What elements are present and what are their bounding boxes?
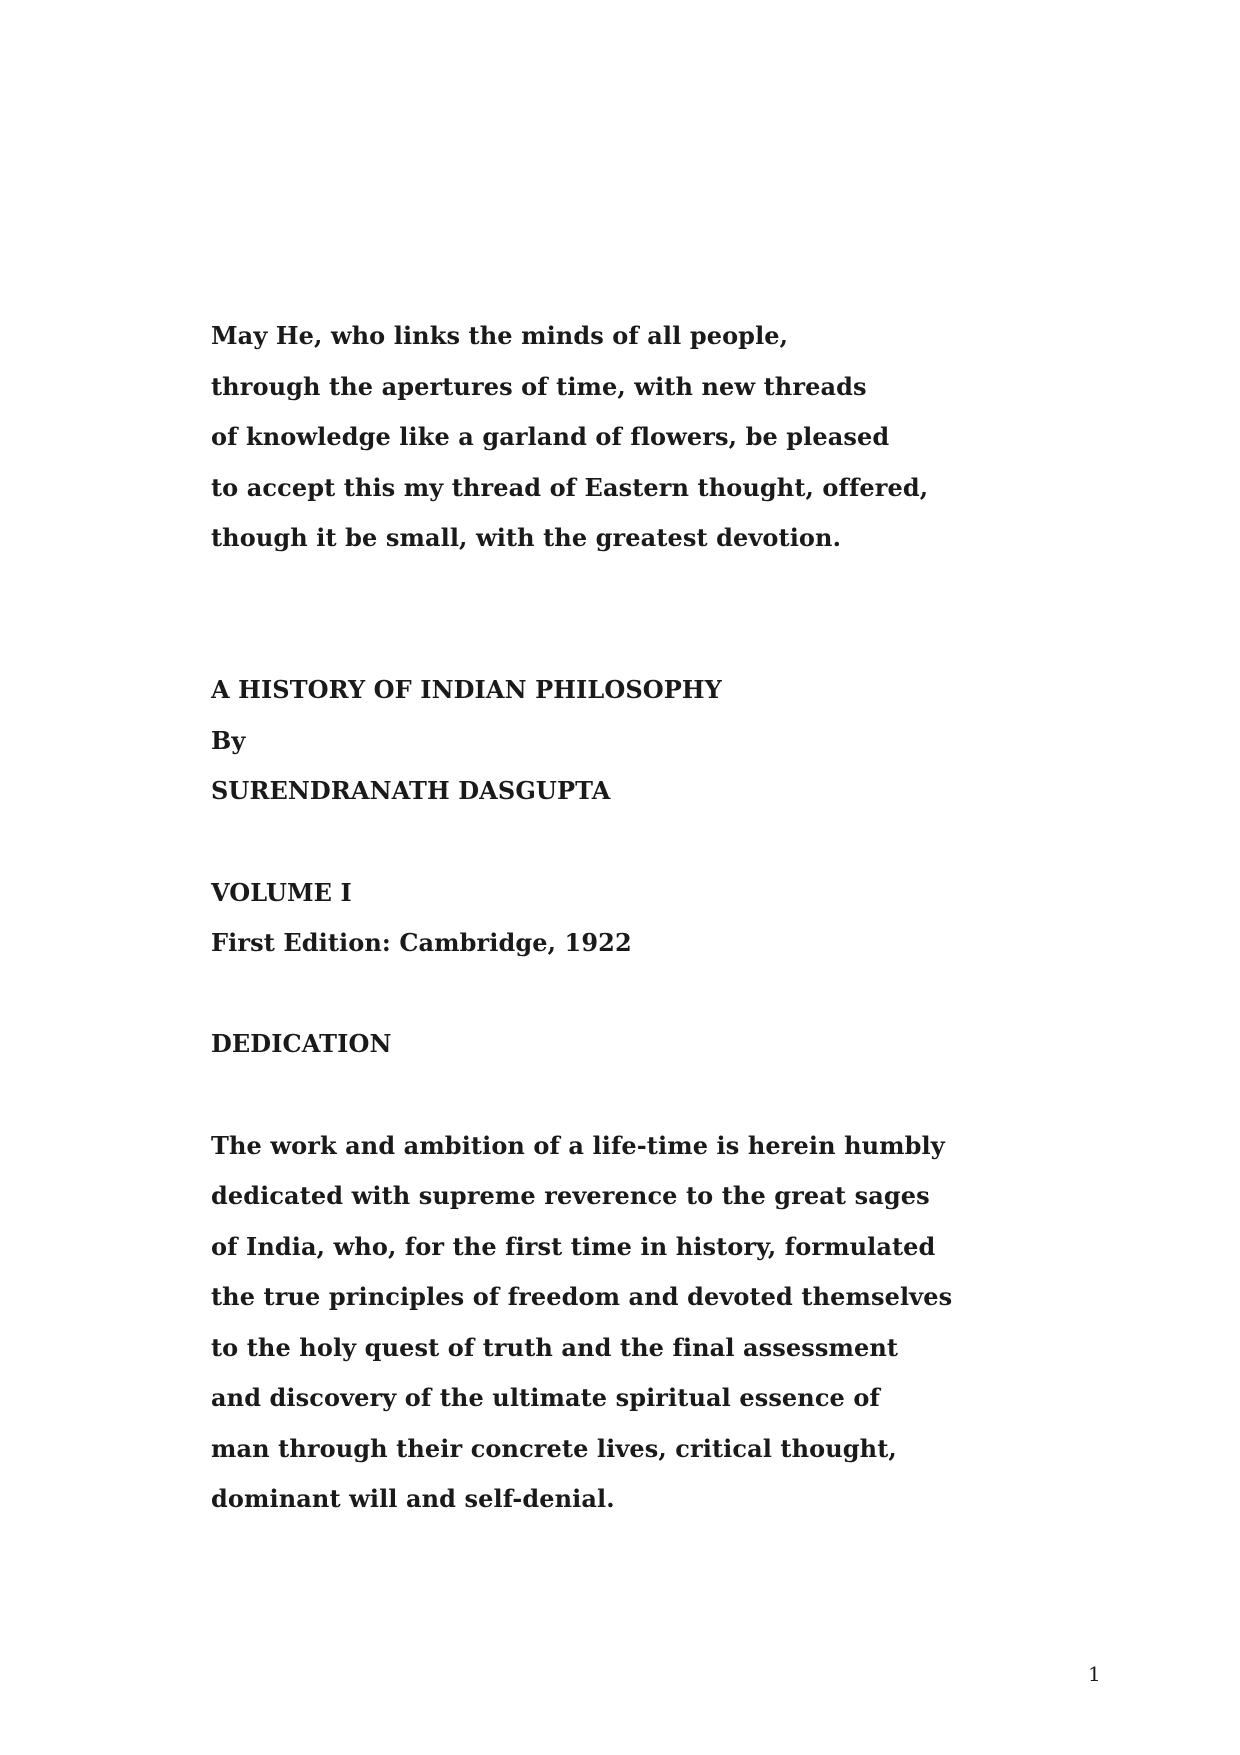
book-title: A HISTORY OF INDIAN PHILOSOPHY	[211, 675, 722, 704]
dedication-line: the true principles of freedom and devoted themselves	[211, 1282, 953, 1311]
page-number: 1	[1088, 1662, 1101, 1686]
edition-info: First Edition: Cambridge, 1922	[211, 928, 632, 957]
volume-label: VOLUME I	[211, 878, 352, 907]
dedication-line: to the holy quest of truth and the final assessment	[211, 1333, 899, 1362]
dedication-line: of India, who, for the first time in history, formulated	[211, 1232, 936, 1261]
author-name: SURENDRANATH DASGUPTA	[211, 776, 611, 805]
dedication-line: dominant will and self-denial.	[211, 1484, 615, 1513]
dedication-line: man through their concrete lives, critical thought,	[211, 1434, 897, 1463]
dedication-heading: DEDICATION	[211, 1029, 392, 1058]
dedication-line: dedicated with supreme reverence to the great sages	[211, 1181, 930, 1210]
invocation-line: May He, who links the minds of all people,	[211, 321, 789, 350]
dedication-line: The work and ambition of a life-time is herein humbly	[211, 1131, 945, 1160]
dedication-line: and discovery of the ultimate spiritual essence of	[211, 1383, 880, 1412]
invocation-line: through the apertures of time, with new threads	[211, 372, 867, 401]
invocation-line: of knowledge like a garland of flowers, be pleased	[211, 422, 890, 451]
invocation-line: to accept this my thread of Eastern thought, offered,	[211, 473, 929, 502]
byline: By	[211, 726, 246, 755]
invocation-line: though it be small, with the greatest devotion.	[211, 523, 842, 552]
